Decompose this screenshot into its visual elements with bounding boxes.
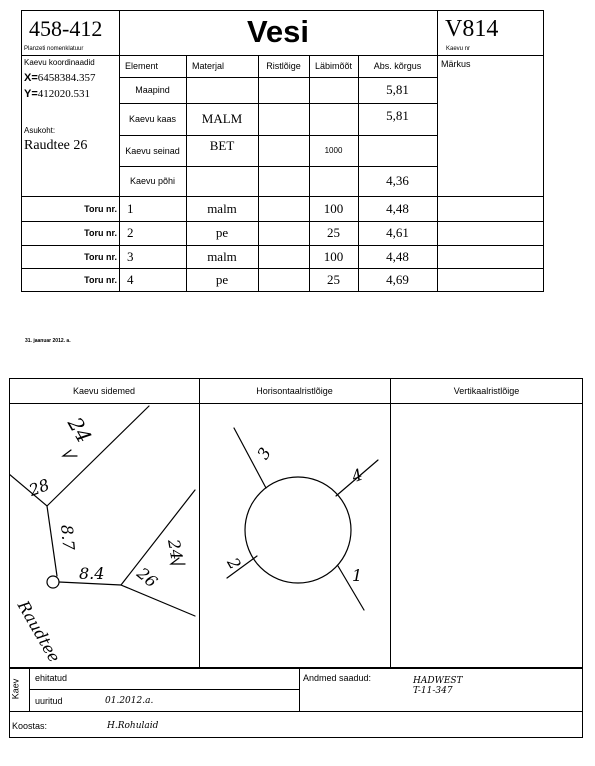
pipe-abs-height: 4,61 [386,225,409,240]
connection-label-street: Raudtee [13,597,65,666]
data-from-value-2: T-11-347 [413,686,453,696]
element-name: Kaevu seinad [125,145,180,156]
sketch-header-vertical: Vertikaalristlõige [453,385,520,396]
coordinate-y-value: 412020.531 [37,88,91,100]
pipe-label: Toru nr. [84,251,117,262]
footer-side-label: Kaev [10,678,21,700]
coordinate-y [24,88,90,100]
well-card [21,10,544,292]
connection-label-24-top: 24 [62,412,97,448]
abs-height-value: 5,81 [386,108,409,123]
connection-label-28: 28 [26,475,52,500]
coordinate-y-prefix: Y= [24,88,38,100]
pipe-material: pe [215,271,229,287]
page-title: Vesi [246,14,310,49]
plan-nomenclature-label: Planzeti nomenklatuur [24,46,84,52]
pipe-material: malm [207,200,237,216]
col-header-cross-section: Ristlõige [266,61,301,71]
abs-height-value: 4,36 [386,173,409,188]
col-header-material: Materjal [192,61,225,71]
built-label: ehitatud [35,673,68,683]
pipe-label: Toru nr. [84,228,117,238]
diameter-value: 1000 [324,146,343,155]
pipe-number-2: 2 [223,554,245,573]
connection-label-8-7: 8.7 [57,523,79,552]
compiled-label: Koostas: [12,721,48,731]
connection-label-24-right: 24 [164,537,187,562]
coordinate-x [24,72,96,84]
element-name: Maapind [135,85,170,95]
pipe-label: Toru nr. [84,203,117,214]
pipe-material: pe [215,225,229,240]
pipe-diameter: 25 [327,271,340,287]
coordinate-x-value: 6458384.357 [37,72,96,84]
well-id: V814 [445,16,499,42]
element-name: Kaevu põhi [129,176,176,186]
col-header-abs-height: Abs. kõrgus [373,61,422,71]
pipe-abs-height: 4,48 [386,248,409,264]
date-note: 31. jaanuar 2012. a. [25,338,71,344]
col-header-notes: Märkus [441,59,471,69]
pipe-number: 1 [127,200,134,216]
horizontal-section-sketch [9,378,583,668]
pipe-diameter: 100 [323,200,344,216]
pipe-diameter: 100 [323,248,344,264]
footer-block [9,668,583,738]
sketch-section [9,378,583,668]
coordinates-label: Kaevu koordinaadid [24,58,95,67]
data-from-value-1: HADWEST [413,676,463,686]
sketch-header-connections: Kaevu sidemed [72,385,136,396]
material-value: BET [209,138,235,153]
pipe-diameter: 25 [327,225,340,240]
pipe-number-4: 4 [349,464,366,487]
material-value: MALM [201,111,243,126]
footer-grid [9,668,583,738]
pipe-number: 3 [127,248,134,264]
sketch-header-horizontal: Horisontaalristlõige [256,385,333,396]
pipe-abs-height: 4,48 [386,200,409,216]
measured-value: 01.2012.a. [105,696,154,706]
location-label: Asukoht: [24,126,56,135]
element-name: Kaevu kaas [128,114,177,124]
pipe-number: 4 [127,271,134,287]
measured-label: uuritud [35,696,63,706]
pipe-number-1: 1 [352,566,363,585]
pipe-material: malm [207,248,237,264]
data-from-label: Andmed saadud: [303,673,372,683]
location-value: Raudtee 26 [24,138,88,153]
plan-nomenclature: 458-412 [29,16,103,41]
well-id-label: Kaevu nr [446,46,471,52]
pipe-abs-height: 4,69 [386,271,409,287]
col-header-element: Element [125,61,159,71]
col-header-diameter: Läbimõõt [314,61,353,71]
pipe-number: 2 [127,225,134,240]
pipe-label: Toru nr. [84,274,117,285]
coordinate-x-prefix: X= [24,72,38,84]
abs-height-value: 5,81 [386,82,409,97]
connection-label-26: 26 [133,563,162,592]
connection-label-8-4: 8.4 [79,564,105,583]
pipe-number-3: 3 [253,444,275,463]
compiled-value: H.Rohulaid [107,721,159,731]
